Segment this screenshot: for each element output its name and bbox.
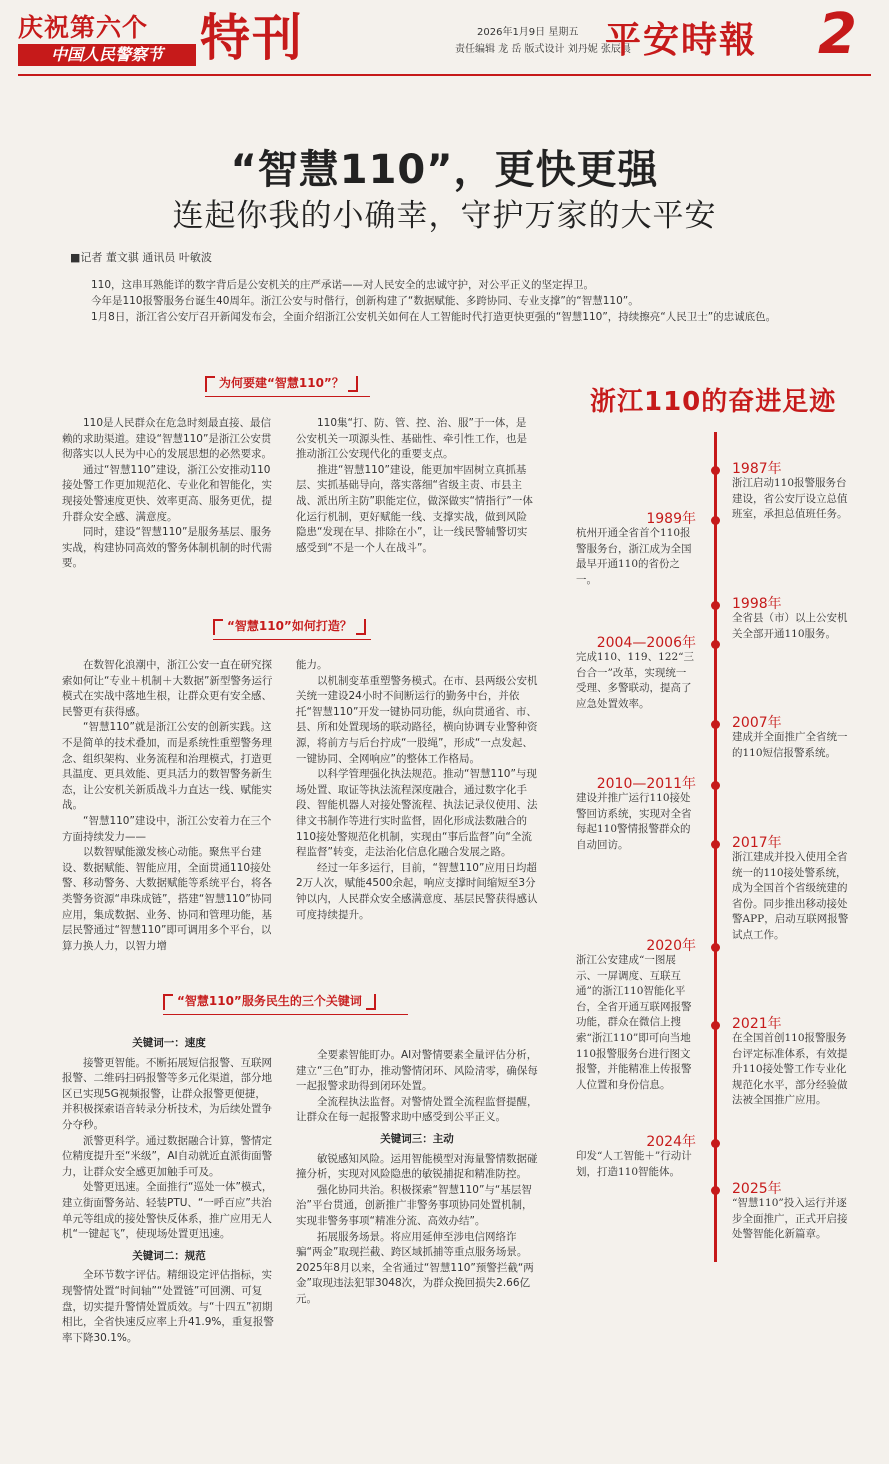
timeline-year: 2024年	[646, 1134, 696, 1150]
paragraph: 通过“智慧110”建设，浙江公安推动110接处警工作更加规范化、专业化和智能化，实现接处警速度更快、效率更高、服务更优，提升群众安全感、满意度。	[62, 463, 272, 523]
paragraph: 强化协同共治。积极探索“智慧110”与“基层智治”平台贯通，创新推广非警务事项协同处置机制，实现非警务事项“精准分流、高效办结”。	[296, 1183, 533, 1227]
timeline-text: 完成110、119、122“三台合一”改革，实现统一受理、多警联动，提高了应急处置效率。	[576, 651, 694, 710]
timeline-text: 建设并推广运行110接处警回访系统，实现对全省每起110警情报警群众的自动回访。	[576, 792, 692, 851]
timeline-text: 在全国首创110报警服务台评定标准体系，有效提升110接处警工作专业化规范化水平，部分经验做法被全国推广应用。	[732, 1032, 848, 1107]
timeline-text: “智慧110”投入运行并逐步全面推广，正式开启接处警智能化新篇章。	[732, 1197, 848, 1241]
editor-credits: 责任编辑 龙 岳 版式设计 刘丹妮 张辰晨	[455, 44, 631, 55]
special-banner-line1: 庆祝第六个	[18, 13, 149, 42]
timeline-text: 杭州开通全省首个110报警服务台，浙江成为全国最早开通110的省份之一。	[576, 527, 692, 586]
paragraph: 全要素智能盯办。AI对警情要素全量评估分析，建立“三色”盯办，推动警情闭环、风险清零，确保每一起报警求助得到闭环处置。	[296, 1049, 538, 1093]
special-edition-label: 特刊	[200, 9, 304, 67]
section-underline	[213, 639, 371, 640]
timeline-dot	[711, 840, 720, 849]
paragraph: 派警更科学。通过数据融合计算，警情定位精度提升至“米级”，AI自动就近直派街面警力，让群众安全感更加触手可及。	[62, 1134, 273, 1178]
section-underline	[205, 396, 370, 397]
timeline-year: 2004—2006年	[596, 635, 696, 651]
newspaper-logo: 平安時報	[605, 19, 758, 61]
byline: ■记者 董文骐 通讯员 叶敏波	[70, 251, 212, 264]
issue-date: 2026年1月9日 星期五	[477, 27, 579, 38]
section3-left-column	[62, 1030, 276, 1346]
timeline-year: 2007年	[732, 715, 782, 731]
section2-right-column	[296, 658, 538, 923]
subheadline: 连起你我的小确幸，守护万家的大平安	[172, 198, 717, 234]
timeline-dot	[711, 781, 720, 790]
paragraph: 以数智赋能激发核心动能。聚焦平台建设、数据赋能、智能应用，全面贯通110接处警、移动警务、大数据赋能等系统平台，将各类警务资源“串珠成链”，搭建“智慧110”协同应用，集成数据、业务、协同和管理功能，基层民警通过“智慧110”即可调用多个平台，以算力换人力，以智力增	[62, 846, 272, 952]
section1-left-column	[62, 416, 276, 572]
paragraph: “智慧110”建设中，浙江公安着力在三个方面持续发力——	[62, 814, 272, 843]
bracket-decoration	[213, 619, 223, 635]
keyword-heading: 关键词三：主动	[380, 1132, 454, 1145]
timeline-dot	[711, 466, 720, 475]
paragraph: 经过一年多运行，目前，“智慧110”应用日均超2万人次，赋能4500余起，响应支撑时间缩短至3分钟以内，人民群众安全感满意度、基层民警获得感认可度持续提升。	[296, 861, 538, 921]
keyword-heading: 关键词二：规范	[132, 1249, 206, 1262]
headline: “智慧110”，更快更强	[230, 147, 659, 193]
section-heading-keywords	[163, 990, 376, 1012]
paragraph: 在数智化浪潮中，浙江公安一直在研究探索如何让“专业＋机制＋大数据”新型警务运行模式在实战中落地生根，让群众更有安全感、民警更有获得感。	[62, 659, 273, 718]
paragraph: 推进“智慧110”建设，能更加牢固树立真抓基层、实抓基础导向，落实落细“省级主责、市县主战、派出所主防”职能定位，做深做实“情指行”一体化运行机制，更好赋能一线、支撑实战，做到风险隐患“发现在早、排除在小”，让一线民警辅警切实感受到“不是一个人在战斗”。	[296, 463, 533, 554]
intro-paragraph: 110，这串耳熟能详的数字背后是公安机关的庄严承诺——对人民安全的忠诚守护，对公平正义的坚定捍卫。	[91, 279, 595, 291]
paragraph: 敏锐感知风险。运用智能模型对海量警情数据碰撞分析，实现对风险隐患的敏锐捕捉和精准防控。	[296, 1152, 538, 1181]
intro-paragraph: 今年是110报警服务台诞生40周年。浙江公安与时偕行，创新构建了“数据赋能、多跨协同、专业支撑”的“智慧110”。	[91, 295, 639, 307]
section1-right-column	[296, 416, 536, 556]
timeline-text: 浙江启动110报警服务台建设，省公安厅设立总值班室，承担总值班任务。	[732, 477, 848, 521]
timeline-text: 全省县（市）以上公安机关全部开通110服务。	[732, 612, 848, 640]
page-number: 2	[818, 2, 857, 67]
paragraph: 110集“打、防、管、控、治、服”于一体，是公安机关一项源头性、基础性、牵引性工作，也是推动浙江公安现代化的重要支点。	[296, 417, 527, 461]
special-banner-line2: 中国人民警察节	[18, 44, 196, 66]
timeline-dot	[711, 720, 720, 729]
paragraph: 处警更迅速。全面推行“巡处一体”模式，建立街面警务站、轻装PTU、“一呼百应”共治单元等组成的接处警快反体系，推广应用无人机“一键起飞”，使现场处置更迅速。	[62, 1181, 273, 1241]
timeline-year: 2025年	[732, 1181, 782, 1197]
bracket-decoration	[163, 994, 173, 1010]
timeline-dot	[711, 640, 720, 649]
masthead-rule	[18, 74, 871, 76]
section-heading-text: 为何要建“智慧110”？	[219, 376, 344, 390]
timeline-text: 建成并全面推广全省统一的110短信报警系统。	[732, 731, 848, 759]
paragraph: 以机制变革重塑警务模式。在市、县两级公安机关统一建设24小时不间断运行的勤务中台，并依托“智慧110”开发一键协同功能，纵向贯通省、市、县、所和处置现场的联动路径，横向协调专业警种资源，将前方与后台拧成“一股绳”，形成“一点发起、一键协同、全网响应”的整体工作格局。	[296, 674, 538, 765]
bracket-decoration	[356, 619, 366, 635]
keyword-heading: 关键词一：速度	[132, 1037, 206, 1049]
timeline-text: 印发“人工智能＋”行动计划，打造110智能体。	[576, 1150, 692, 1178]
timeline-title: 浙江110的奋进足迹	[590, 387, 837, 417]
timeline-dot	[711, 1021, 720, 1030]
section-underline	[163, 1014, 408, 1015]
paragraph: “智慧110”就是浙江公安的创新实践。这不是简单的技术叠加，而是系统性重塑警务理念、组织架构、业务流程和治理模式，打造更具温度、更具效能、更具活力的数智警务新生态，让公安机关新质战斗力直达一线、赋能实战。	[62, 721, 272, 812]
timeline-year: 1987年	[732, 461, 782, 477]
timeline-year: 2010—2011年	[596, 776, 696, 792]
paragraph: 同时，建设“智慧110”是服务基层、服务实战，构建协同高效的警务体制机制的时代需要。	[62, 526, 272, 570]
section-heading-how	[213, 615, 366, 637]
timeline-year: 2017年	[732, 835, 782, 851]
paragraph: 能力。	[296, 659, 328, 671]
bracket-decoration	[348, 376, 358, 392]
section-heading-text: “智慧110”服务民生的三个关键词	[177, 994, 362, 1008]
section-heading-text: “智慧110”如何打造？	[227, 619, 352, 633]
timeline-dot	[711, 516, 720, 525]
timeline-dot	[711, 1139, 720, 1148]
paragraph: 以科学管理强化执法规范。推动“智慧110”与现场处置、取证等执法流程深度融合，通过数字化手段、智能机器人对接处警流程、执法记录仪使用、法律文书制作等进行实时监督，固化形成法数融合的110接处警规范化机制，实现由“事后监督”向“全流程监督”转变，走法治化信息化融合发展之路。	[296, 768, 538, 859]
paragraph: 全流程执法监督。对警情处置全流程监督提醒，让群众在每一起报警求助中感受到公平正义。	[296, 1095, 538, 1124]
timeline-year: 1989年	[646, 511, 696, 527]
bracket-decoration	[205, 376, 215, 392]
bracket-decoration	[366, 994, 376, 1010]
timeline-text: 浙江建成并投入使用全省统一的110接处警系统，成为全国首个省级统建的省份。同步推出移动接处警APP，启动互联网报警试点工作。	[732, 851, 849, 941]
paragraph: 110是人民群众在危急时刻最直接、最信赖的求助渠道。建设“智慧110”是浙江公安贯彻落实以人民为中心的发展思想的必然要求。	[62, 417, 272, 461]
paragraph: 接警更智能。不断拓展短信报警、互联网报警、二维码扫码报警等多元化渠道，部分地区已实现5G视频报警，让群众报警更便捷，并积极探索语音转录分析技术，为后续处置争分夺秒。	[62, 1056, 272, 1131]
section-heading-why	[205, 372, 358, 394]
paragraph: 全环节数字评估。精细设定评估指标，实现警情处置“时间轴”“处置链”可回溯、可复盘，切实提升警情处置质效。与“十四五”初期相比，全省快速反应率上升41.9%，重复报警率下降30.1%。	[62, 1269, 274, 1344]
timeline-dot	[711, 601, 720, 610]
paragraph: 拓展服务场景。将应用延伸至涉电信网络诈骗“两金”取现拦截、跨区域抓捕等重点服务场景。2025年8月以来，全省通过“智慧110”预警拦截“两金”取现违法犯罪3048次，为群众挽回损失2.66亿元。	[296, 1230, 534, 1305]
timeline-year: 2020年	[646, 938, 696, 954]
intro-paragraph: 1月8日，浙江省公安厅召开新闻发布会，全面介绍浙江公安机关如何在人工智能时代打造更快更强的“智慧110”，持续擦亮“人民卫士”的忠诚底色。	[91, 311, 777, 323]
section3-right-column	[296, 1048, 538, 1308]
timeline-year: 2021年	[732, 1016, 782, 1032]
timeline-dot	[711, 943, 720, 952]
timeline-year: 1998年	[732, 596, 782, 612]
timeline-dot	[711, 1186, 720, 1195]
section2-left-column	[62, 658, 276, 954]
timeline-text: 浙江公安建成“一图展示、一屏调度、互联互通”的浙江110智能化平台，全省开通互联网报警功能，群众在微信上搜索“浙江110”即可向当地110报警服务台进行图文报警，并能精准上传报警人位置和身份信息。	[576, 954, 692, 1091]
